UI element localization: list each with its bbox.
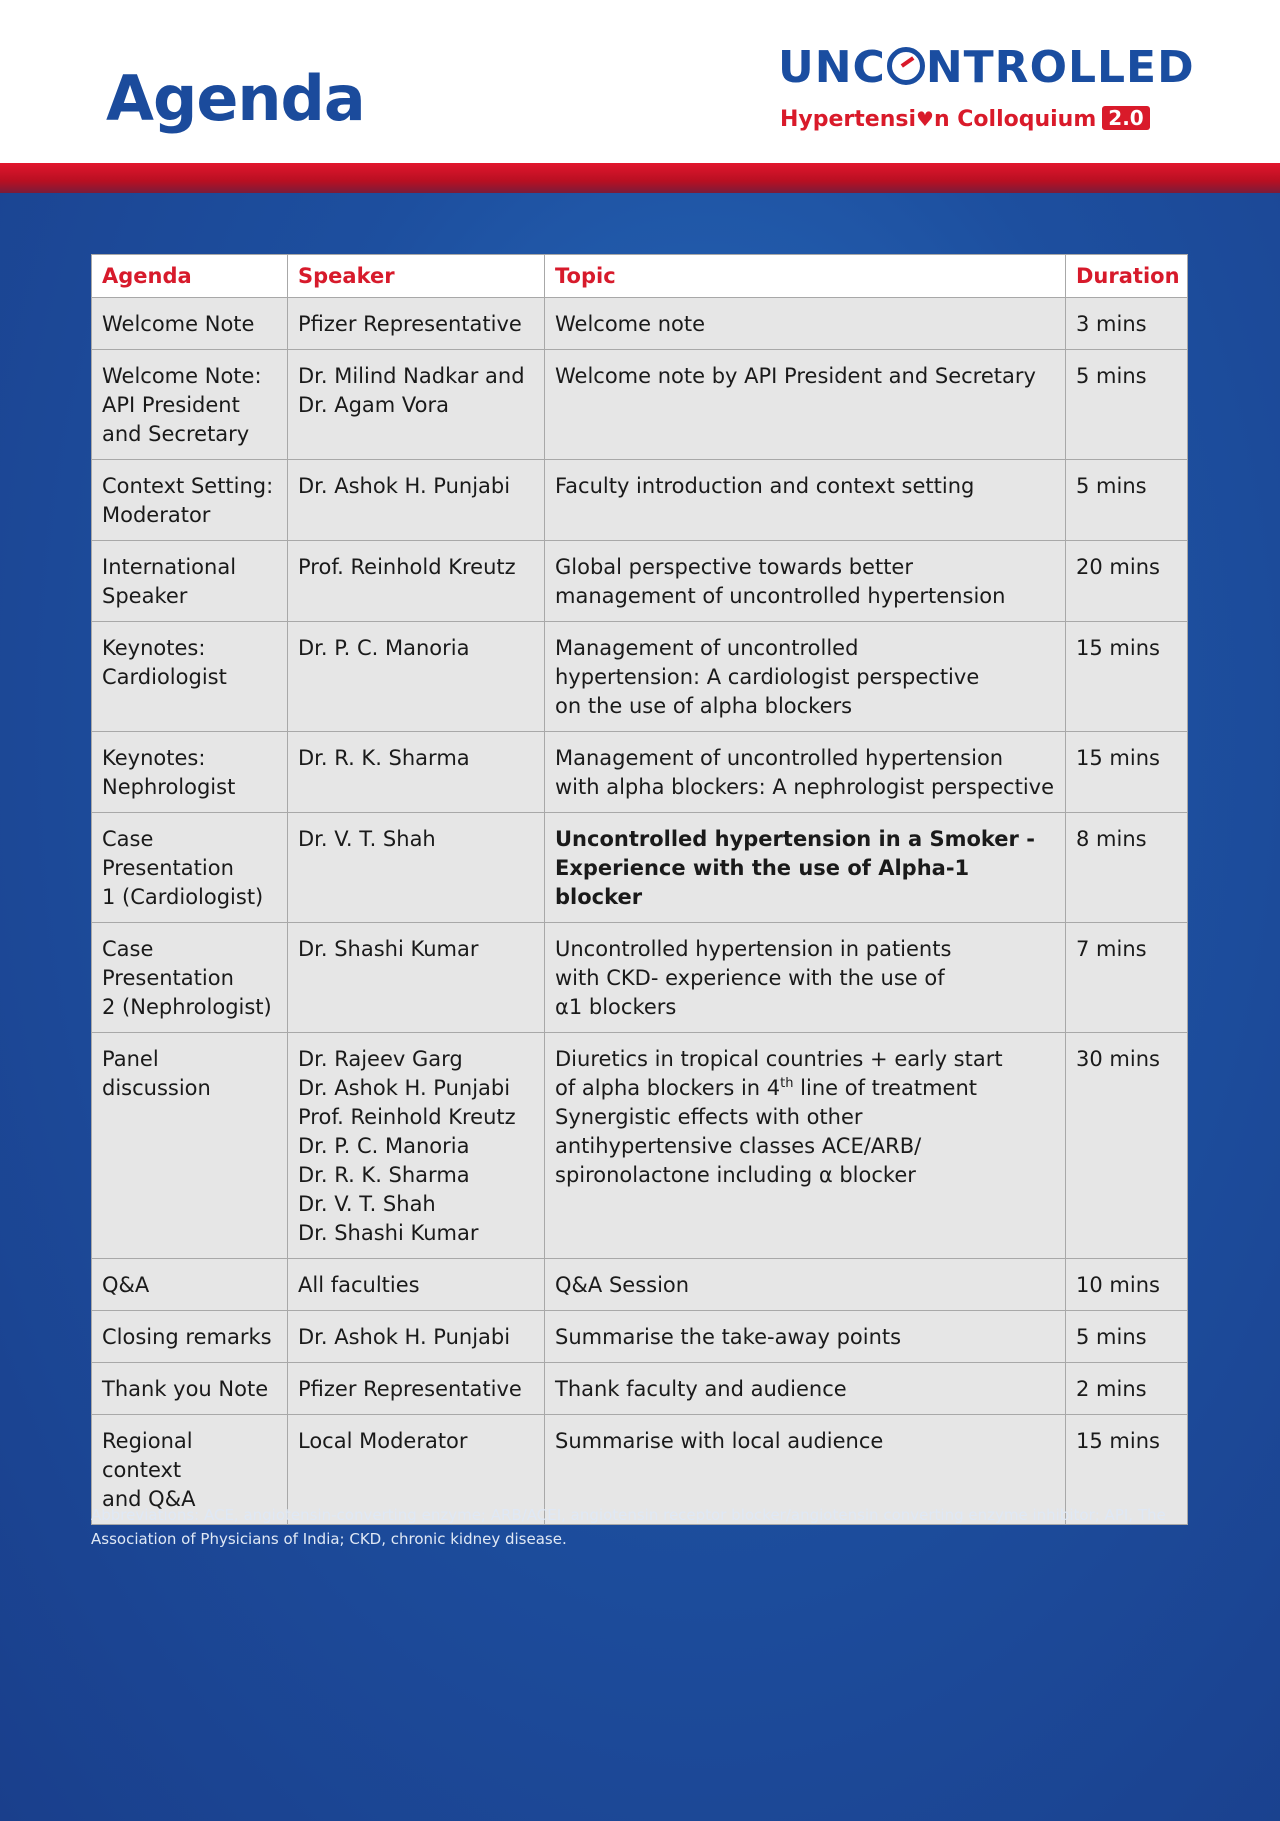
topic-cell: Uncontrolled hypertension in patients with CKD- experience with the use of α1 blockers <box>545 923 1066 1033</box>
logo-bottom-before: Hypertensi <box>780 107 917 132</box>
agenda-cell: Case Presentation 2 (Nephrologist) <box>92 923 288 1033</box>
page-title: Agenda <box>106 62 365 135</box>
agenda-cell: Thank you Note <box>92 1363 288 1415</box>
speaker-cell: Pfizer Representative <box>288 1363 545 1415</box>
agenda-cell: Welcome Note: API President and Secretary <box>92 350 288 460</box>
topic-cell: Summarise the take-away points <box>545 1311 1066 1363</box>
column-header-duration: Duration <box>1066 255 1188 298</box>
topic-cell: Management of uncontrolled hypertension with alpha blockers: A nephrologist perspective <box>545 732 1066 813</box>
agenda-cell: Context Setting: Moderator <box>92 460 288 541</box>
agenda-cell: Keynotes: Nephrologist <box>92 732 288 813</box>
topic-cell: Q&A Session <box>545 1259 1066 1311</box>
table-row <box>92 350 1188 460</box>
table-row <box>92 1033 1188 1259</box>
duration-cell: 30 mins <box>1066 1033 1188 1259</box>
table-row <box>92 541 1188 622</box>
superscript: th <box>780 1076 794 1091</box>
topic-cell: Global perspective towards better management of uncontrolled hypertension <box>545 541 1066 622</box>
table-row <box>92 1363 1188 1415</box>
duration-cell: 10 mins <box>1066 1259 1188 1311</box>
table-row <box>92 813 1188 923</box>
logo-bottom-after: n Colloquium <box>933 107 1097 132</box>
duration-cell: 15 mins <box>1066 732 1188 813</box>
event-logo <box>778 42 1234 142</box>
speaker-cell: Dr. Shashi Kumar <box>288 923 545 1033</box>
speaker-cell: Dr. Milind Nadkar and Dr. Agam Vora <box>288 350 545 460</box>
duration-cell: 15 mins <box>1066 622 1188 732</box>
speaker-cell: Dr. V. T. Shah <box>288 813 545 923</box>
column-header-speaker: Speaker <box>288 255 545 298</box>
speaker-cell: Pfizer Representative <box>288 298 545 350</box>
logo-top-before: UNC <box>778 42 886 93</box>
table-row <box>92 298 1188 350</box>
speaker-cell: All faculties <box>288 1259 545 1311</box>
logo-subtitle <box>780 106 1150 131</box>
agenda-cell: Q&A <box>92 1259 288 1311</box>
topic-cell: Welcome note by API President and Secretary <box>545 350 1066 460</box>
agenda-cell: Keynotes: Cardiologist <box>92 622 288 732</box>
speaker-cell: Dr. P. C. Manoria <box>288 622 545 732</box>
duration-cell: 7 mins <box>1066 923 1188 1033</box>
agenda-cell: Regional context and Q&A <box>92 1415 288 1525</box>
topic-cell <box>545 1033 1066 1259</box>
duration-cell: 5 mins <box>1066 460 1188 541</box>
topic-line: Diuretics in tropical countries + early start <box>555 1047 1003 1071</box>
topic-cell: Uncontrolled hypertension in a Smoker - Experience with the use of Alpha-1 blocker <box>545 813 1066 923</box>
speaker-cell: Dr. R. K. Sharma <box>288 732 545 813</box>
speaker-cell: Prof. Reinhold Kreutz <box>288 541 545 622</box>
table-row <box>92 622 1188 732</box>
logo-top-after: NTROLLED <box>925 42 1195 93</box>
speaker-cell: Dr. Ashok H. Punjabi <box>288 460 545 541</box>
duration-cell: 2 mins <box>1066 1363 1188 1415</box>
duration-cell: 8 mins <box>1066 813 1188 923</box>
topic-line: of alpha blockers in 4 <box>555 1076 781 1100</box>
logo-version-badge: 2.0 <box>1102 106 1149 130</box>
header-red-band <box>0 163 1280 193</box>
logo-wordmark <box>778 42 1195 93</box>
page-header <box>0 0 1280 163</box>
agenda-cell: Panel discussion <box>92 1033 288 1259</box>
topic-line: line of treatment <box>793 1076 977 1100</box>
table-row <box>92 923 1188 1033</box>
agenda-cell: Case Presentation 1 (Cardiologist) <box>92 813 288 923</box>
gauge-icon <box>887 47 925 85</box>
column-header-topic: Topic <box>545 255 1066 298</box>
duration-cell: 5 mins <box>1066 1311 1188 1363</box>
duration-cell: 3 mins <box>1066 298 1188 350</box>
table-row <box>92 1259 1188 1311</box>
table-row <box>92 732 1188 813</box>
speaker-cell: Dr. Ashok H. Punjabi <box>288 1311 545 1363</box>
abbreviations-footnote: Abbreviations: ACE, angiotensin-converting enzyme; ARB/ACEI, angiotensin receptor blocker/angiotensin converting enzyme inhibitor; API, The Association of Physicians of India; CKD, chronic kidney disease. <box>91 1506 1166 1548</box>
topic-cell: Faculty introduction and context setting <box>545 460 1066 541</box>
duration-cell: 15 mins <box>1066 1415 1188 1525</box>
topic-line: Synergistic effects with other antihypertensive classes ACE/ARB/ spironolactone including α blocker <box>555 1105 922 1187</box>
table-row <box>92 1311 1188 1363</box>
speaker-cell: Local Moderator <box>288 1415 545 1525</box>
column-header-agenda: Agenda <box>92 255 288 298</box>
topic-cell: Welcome note <box>545 298 1066 350</box>
heart-icon: ♥ <box>916 107 934 131</box>
agenda-cell: Welcome Note <box>92 298 288 350</box>
topic-cell: Management of uncontrolled hypertension: A cardiologist perspective on the use of alpha blockers <box>545 622 1066 732</box>
topic-cell: Summarise with local audience <box>545 1415 1066 1525</box>
agenda-table <box>91 254 1188 1525</box>
duration-cell: 5 mins <box>1066 350 1188 460</box>
topic-cell: Thank faculty and audience <box>545 1363 1066 1415</box>
agenda-cell: Closing remarks <box>92 1311 288 1363</box>
duration-cell: 20 mins <box>1066 541 1188 622</box>
table-header-row <box>92 255 1188 298</box>
speaker-cell: Dr. Rajeev Garg Dr. Ashok H. Punjabi Prof. Reinhold Kreutz Dr. P. C. Manoria Dr. R. K. Sharma Dr. V. T. Shah Dr. Shashi Kumar <box>288 1033 545 1259</box>
agenda-cell: International Speaker <box>92 541 288 622</box>
table-row <box>92 460 1188 541</box>
